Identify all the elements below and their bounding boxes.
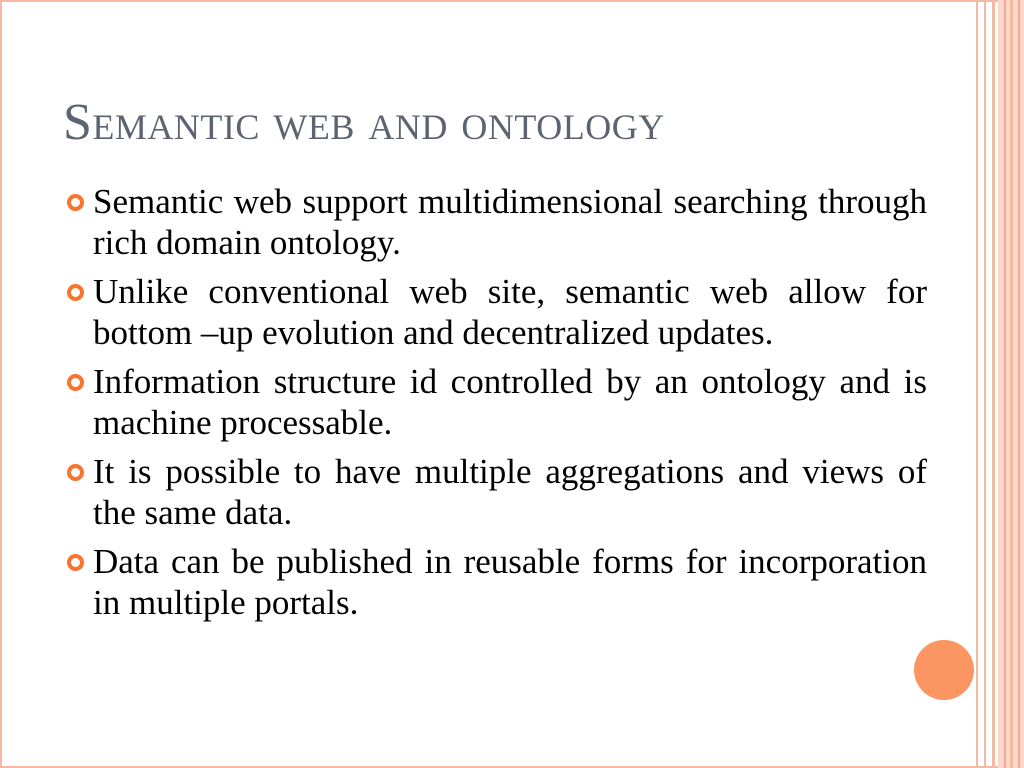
- bullet-text: Unlike conventional web site, semantic web allow for bottom –up evolution and decentralized updates.: [93, 272, 927, 352]
- slide-title: Semantic web and ontology: [63, 94, 665, 151]
- ring-bullet-icon: [67, 284, 84, 301]
- bullet-text: Data can be published in reusable forms for incorporation in multiple portals.: [93, 542, 927, 622]
- ring-bullet-icon: [67, 554, 84, 571]
- stripe-line: [1018, 0, 1020, 768]
- bullet-item: [63, 541, 927, 623]
- ring-bullet-icon: [67, 194, 84, 211]
- frame-top-border: [0, 0, 1024, 2]
- right-decorative-stripes: [976, 0, 1024, 768]
- bullet-text: Semantic web support multidimensional searching through rich domain ontology.: [93, 182, 927, 262]
- bullet-list: [63, 181, 927, 631]
- ring-bullet-icon: [67, 374, 84, 391]
- bullet-item: [63, 181, 927, 263]
- bullet-text: It is possible to have multiple aggregations and views of the same data.: [93, 452, 927, 532]
- stripe-line: [992, 0, 995, 768]
- bullet-text: Information structure id controlled by an ontology and is machine processable.: [93, 362, 927, 442]
- ring-bullet-icon: [67, 464, 84, 481]
- bullet-item: [63, 451, 927, 533]
- frame-left-border: [0, 0, 2, 768]
- stripe-line: [984, 0, 986, 768]
- bullet-item: [63, 271, 927, 353]
- circle-decoration-icon: [914, 640, 974, 700]
- stripe-line: [1010, 0, 1013, 768]
- stripe-line: [976, 0, 978, 768]
- stripe-line: [1004, 0, 1006, 768]
- bullet-item: [63, 361, 927, 443]
